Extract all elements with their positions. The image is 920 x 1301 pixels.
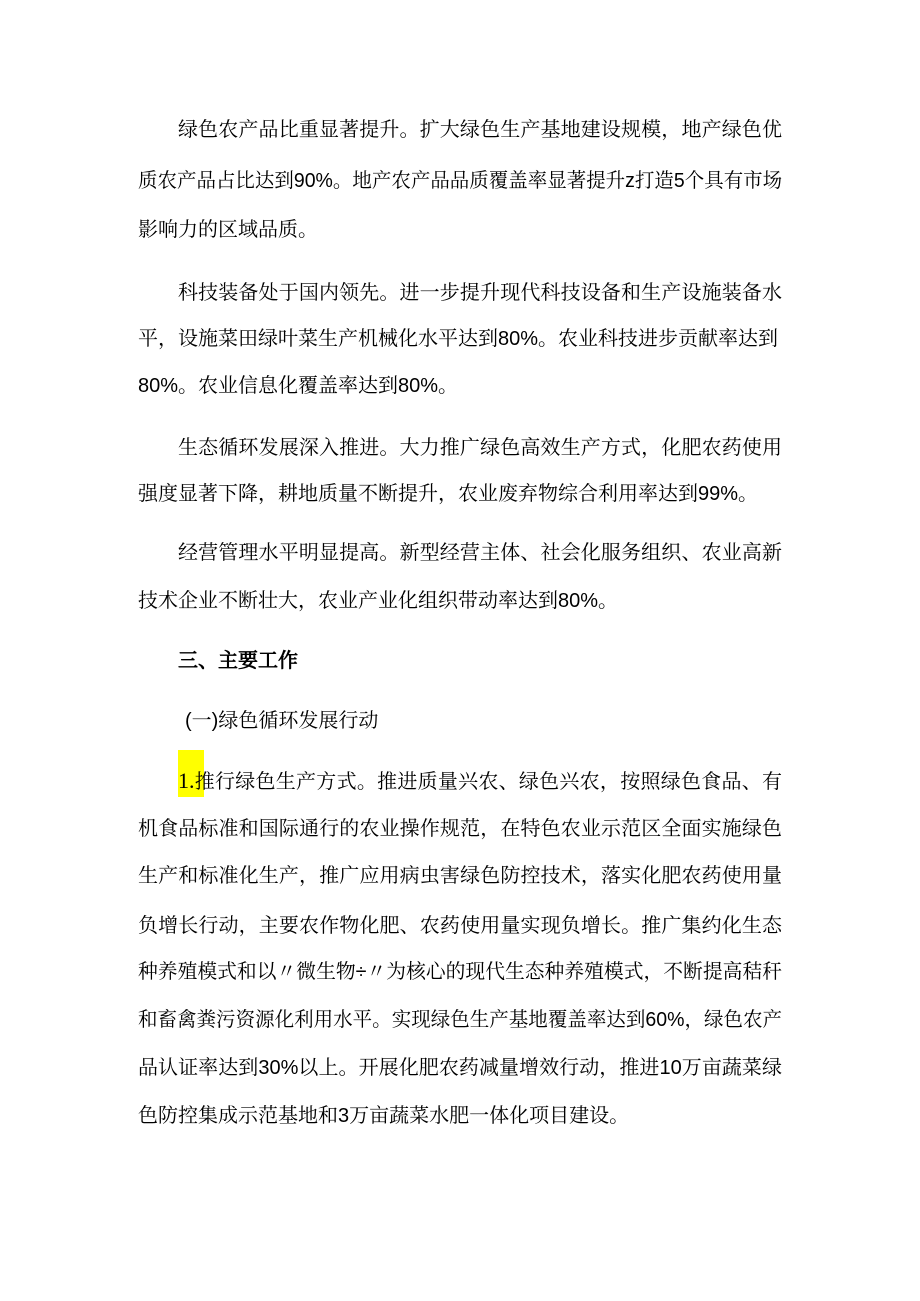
paragraph-line: 强度显著下降，耕地质量不断提升，农业废弃物综合利用率达到99%。 [138,483,759,505]
paragraph-line: 80%。农业信息化覆盖率达到80%。 [138,375,459,397]
paragraph-line: 绿色农产品比重显著提升。扩大绿色生产基地建设规模，地产绿色优 [178,119,782,141]
paragraph-line: 生态循环发展深入推进。大力推广绿色高效生产方式，化肥农药使用 [178,437,782,459]
paragraph-line: 科技装备处于国内领先。进一步提升现代科技设备和生产设施装备水 [178,282,782,304]
paragraph-line: 经营管理水平明显提高。新型经营主体、社会化服务组织、农业高新 [178,542,782,564]
paragraph-line: 影响力的区域品质。 [138,219,318,241]
paragraph-line: 平，设施菜田绿叶菜生产机械化水平达到80%。农业科技进步贡献率达到 [138,328,779,350]
paragraph-line: 和畜禽粪污资源化利用水平。实现绿色生产基地覆盖率达到60%，绿色农产 [138,1009,783,1031]
paragraph-line: 种养殖模式和以〃微生物÷〃为核心的现代生态种养殖模式，不断提高秸秆 [138,961,782,983]
list-number: 1. [178,768,195,793]
paragraph-line: 负增长行动，主要农作物化肥、农药使用量实现负增长。推广集约化生态 [138,915,782,937]
paragraph-line-text: 推行绿色生产方式。推进质量兴农、绿色兴农，按照绿色食品、有 [194,771,782,793]
section-heading: 三、主要工作 [178,650,298,672]
paragraph-line: 品认证率达到30%以上。开展化肥农药减量增效行动，推进10万亩蔬菜绿 [138,1057,782,1079]
paragraph-line: 生产和标准化生产，推广应用病虫害绿色防控技术，落实化肥农药使用量 [138,865,782,887]
subsection-heading: (一)绿色循环发展行动 [185,710,379,732]
paragraph-line: 技术企业不断壮大，农业产业化组织带动率达到80%。 [138,590,619,612]
paragraph-line: 色防控集成示范基地和3万亩蔬菜水肥一体化项目建设。 [138,1105,630,1127]
paragraph-line: 机食品标准和国际通行的农业操作规范，在特色农业示范区全面实施绿色 [138,818,782,840]
paragraph-line: 质农产品占比达到90%。地产农产品品质覆盖率显著提升z打造5个具有市场 [138,170,783,192]
list-item-first-line [178,767,782,795]
